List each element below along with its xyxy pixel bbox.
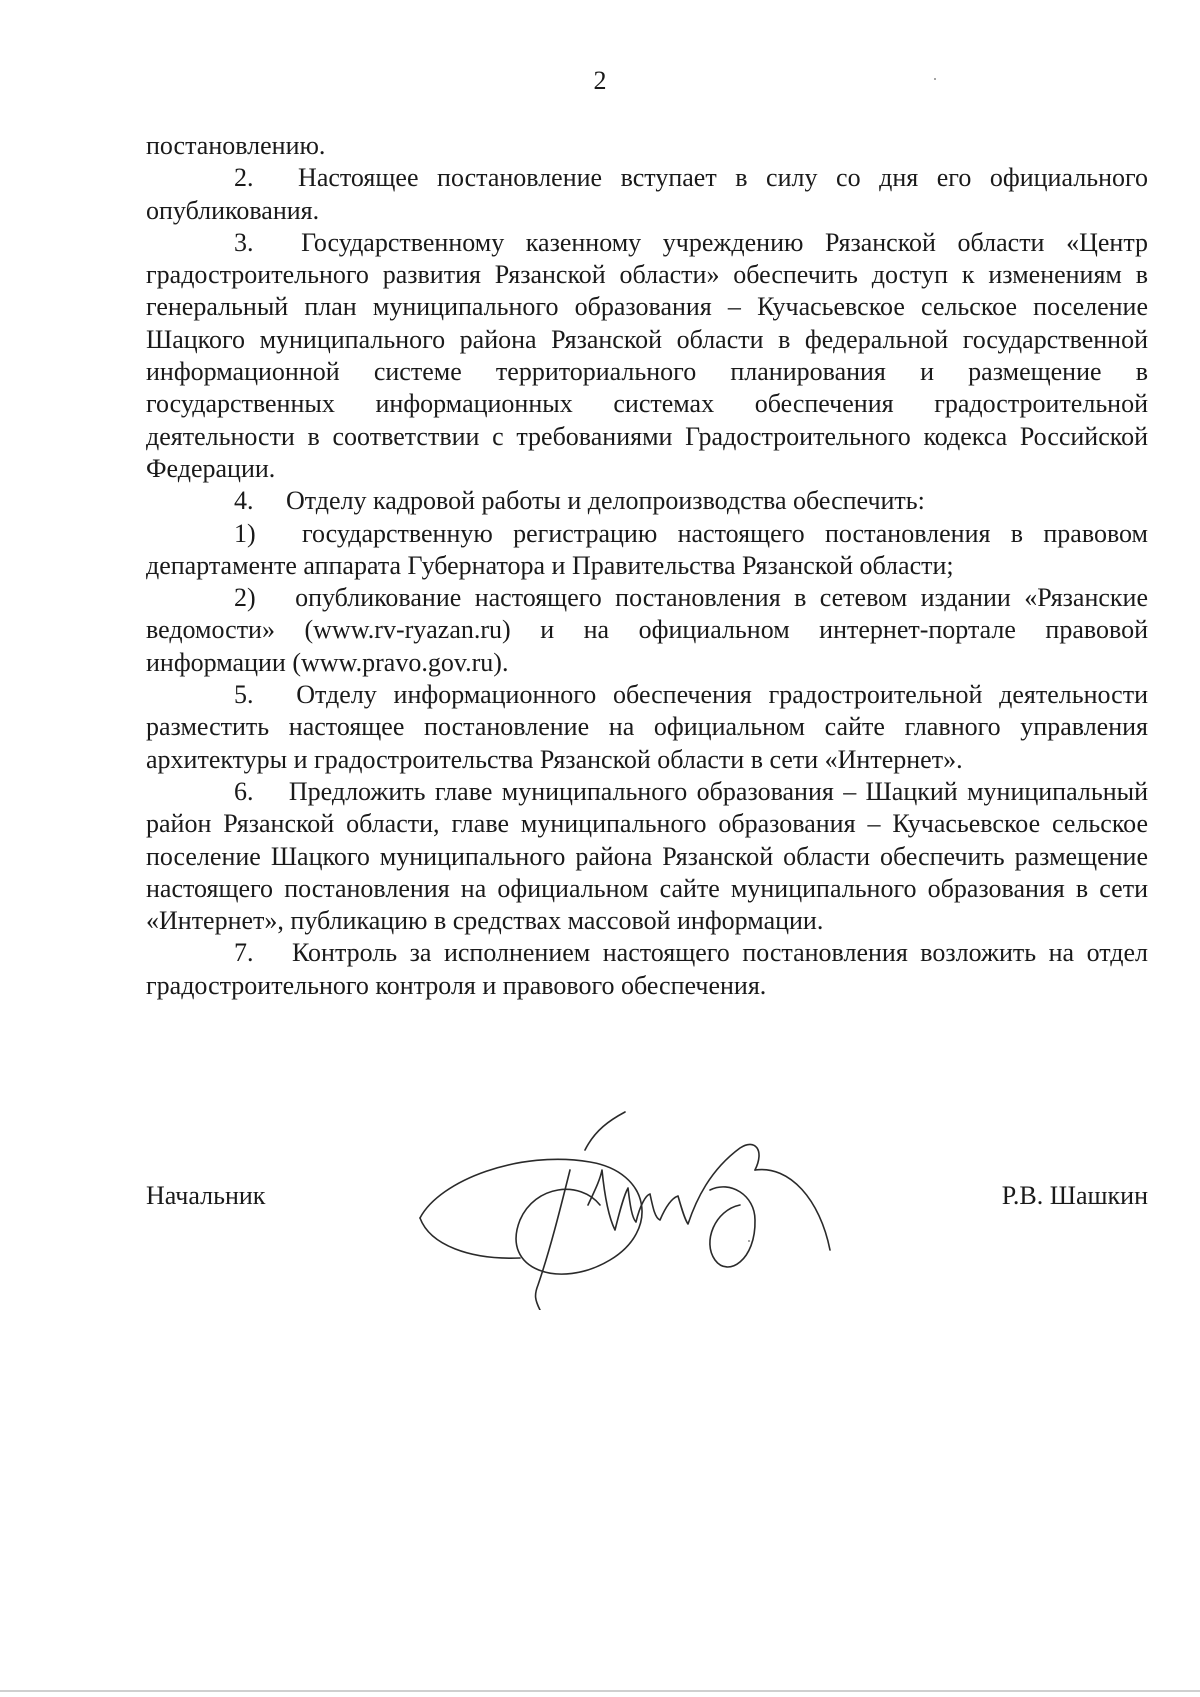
scan-edge-line [0,1690,1200,1692]
scan-speck [934,78,936,80]
paragraph-4-2: 2) опубликование настоящего постановления в сетевом издании «Рязанские ведомости» (www.rv-ryazan.ru) и на официальном интернет-портале правовой информации (www.pravo.gov.ru). [146,583,1148,677]
signatory-title: Начальник [146,1181,266,1210]
signatory-name: Р.В. Шашкин [1001,1181,1148,1210]
paragraph-6: 6. Предложить главе муниципального образования – Шацкий муниципальный район Рязанской области, главе муниципального образования – Кучасьевское сельское поселение Шацкого муниципального района Рязанской области обеспечить размещение настоящего постановления на официальном сайте муниципального образования в сети «Интернет», публикацию в средствах массовой информации. [146,776,1148,936]
paragraph-7: 7. Контроль за исполнением настоящего постановления возложить на отдел градостроительного контроля и правового обеспечения. [146,938,1148,1000]
paragraph-continuation: постановлению. [146,131,326,160]
scan-speck [748,1240,750,1242]
page-number: 2 [593,66,607,95]
paragraph-4: 4. Отделу кадровой работы и делопроизводства обеспечить: [234,486,925,516]
document-body [146,130,1148,1002]
paragraph-4-1: 1) государственную регистрацию настоящего постановления в правовом департаменте аппарата Губернатора и Правительства Рязанской области; [146,518,1148,580]
paragraph-5: 5. Отделу информационного обеспечения градостроительной деятельности разместить настоящее постановление на официальном сайте главного управления архитектуры и градостроительства Рязанской области в сети «Интернет». [146,680,1148,774]
paragraph-2: 2. Настоящее постановление вступает в силу со дня его официального опубликования. [146,163,1148,225]
handwritten-signature [410,1110,880,1310]
paragraph-3: 3. Государственному казенному учреждению Рязанской области «Центр градостроительного развития Рязанской области» обеспечить доступ к изменениям в генеральный план муниципального образования – Кучасьевское сельское поселение Шацкого муниципального района Рязанской области в федеральной государственной информационной системе территориального планирования и размещение в государственных информационных системах обеспечения градостроительной деятельности в соответствии с требованиями Градостроительного кодекса Российской Федерации. [146,227,1148,483]
